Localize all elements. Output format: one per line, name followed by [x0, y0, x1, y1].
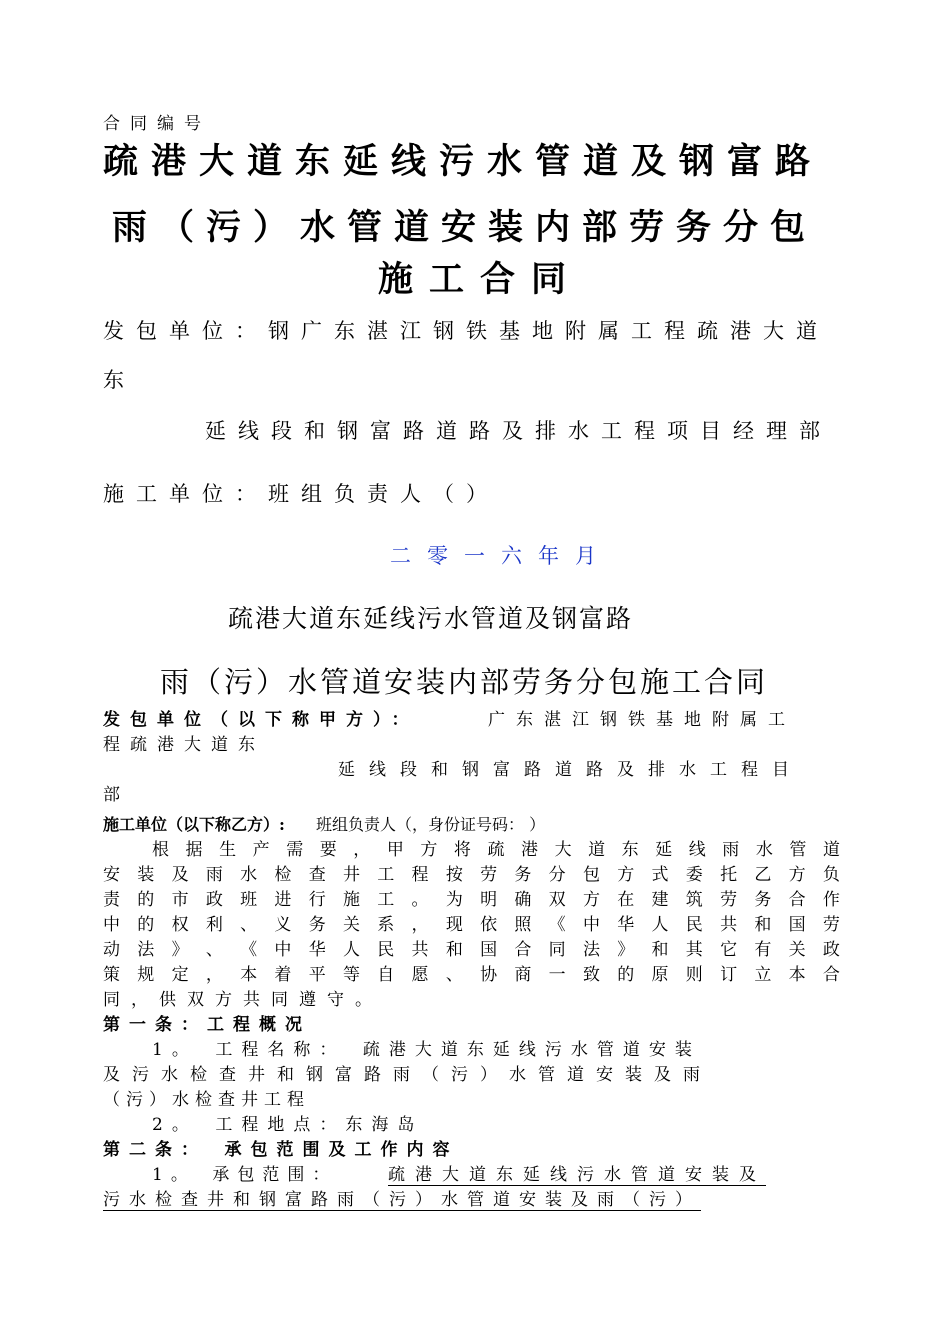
article1-item1-line2: 及污水检查井和钢富路雨（污）水管道安装及雨: [103, 1065, 712, 1085]
contract-number-label: 合同编号: [103, 114, 211, 134]
party-a-label: 发包单位（以下称甲方）：: [103, 710, 419, 730]
cover-title-line3: 施工合同: [378, 259, 583, 300]
cover-issuer-line2: 东: [103, 368, 124, 392]
party-a-value-line3: 延线段和钢富路道路及排水工程目: [338, 760, 803, 780]
article2-heading: 第二条： 承包范围及工作内容: [103, 1140, 459, 1160]
preamble-line: 根 据 生 产 需 要 ， 甲 方 将 疏 港 大 道 东 延 线 雨 水 管 道: [152, 840, 840, 860]
preamble-line: 策 规 定 ， 本 着 平 等 自 愿 、 协 商 一 致 的 原 则 订 立 本 合: [103, 965, 840, 985]
preamble-line: 责 的 市 政 班 进 行 施 工 。 为 明 确 双 方 在 建 筑 劳 务 合 作: [103, 890, 840, 910]
body-title-line2: 雨（污）水管道安装内部劳务分包施工合同: [160, 665, 769, 699]
article2-item1-continuation: 污水检查井和钢富路雨（污）水管道安装及雨（污）: [103, 1190, 701, 1210]
cover-title-line2: 雨（污）水管道安装内部劳务分包: [112, 207, 818, 248]
party-a-value-line1: 广东湛江钢铁基地附属工: [488, 710, 796, 730]
cover-issuer-line1: 发包单位：钢广东湛江钢铁基地附属工程疏港大道: [103, 319, 829, 343]
article2-item1-label: 1。 承包范围：: [152, 1165, 338, 1185]
preamble-line: 同，供双方共同遵守。: [103, 990, 383, 1010]
preamble-line: 动 法 》 、 《 中 华 人 民 共 和 国 合 同 法 》 和 其 它 有 关 政: [103, 940, 840, 960]
article1-heading: 第一条：工程概况: [103, 1015, 311, 1035]
party-b-label: 施工单位（以下称乙方）:: [103, 815, 285, 834]
cover-date: 二零一六年月: [390, 544, 612, 568]
party-a-value-line2: 程疏港大道东: [103, 735, 265, 755]
cover-contractor-line: 施工单位：班组负责人（）: [103, 482, 499, 506]
cover-title-line1: 疏港大道东延线污水管道及钢富路: [103, 141, 824, 182]
party-b-value: 班组负责人（，身份证号码： ）: [316, 815, 546, 834]
preamble-line: 中 的 权 利 、 义 务 关 系 ， 现 依 照 《 中 华 人 民 共 和 国 劳: [103, 915, 840, 935]
body-title-line1: 疏港大道东延线污水管道及钢富路: [228, 604, 634, 633]
article1-item2: 2。 工程地点：东海岛: [152, 1115, 424, 1135]
cover-issuer-line3: 延线段和钢富路道路及排水工程项目经理部: [205, 419, 832, 443]
article2-item1-value: 疏港大道东延线污水管道安装及: [388, 1165, 766, 1185]
article1-item1-line1: 1。 工程名称： 疏港大道东延线污水管道安装: [152, 1040, 701, 1060]
article1-item1-line3: （污）水检查井工程: [103, 1090, 310, 1110]
preamble-line: 安 装 及 雨 水 检 查 井 工 程 按 劳 务 分 包 方 式 委 托 乙 方 负: [103, 865, 840, 885]
party-a-value-line4: 部: [103, 785, 120, 805]
